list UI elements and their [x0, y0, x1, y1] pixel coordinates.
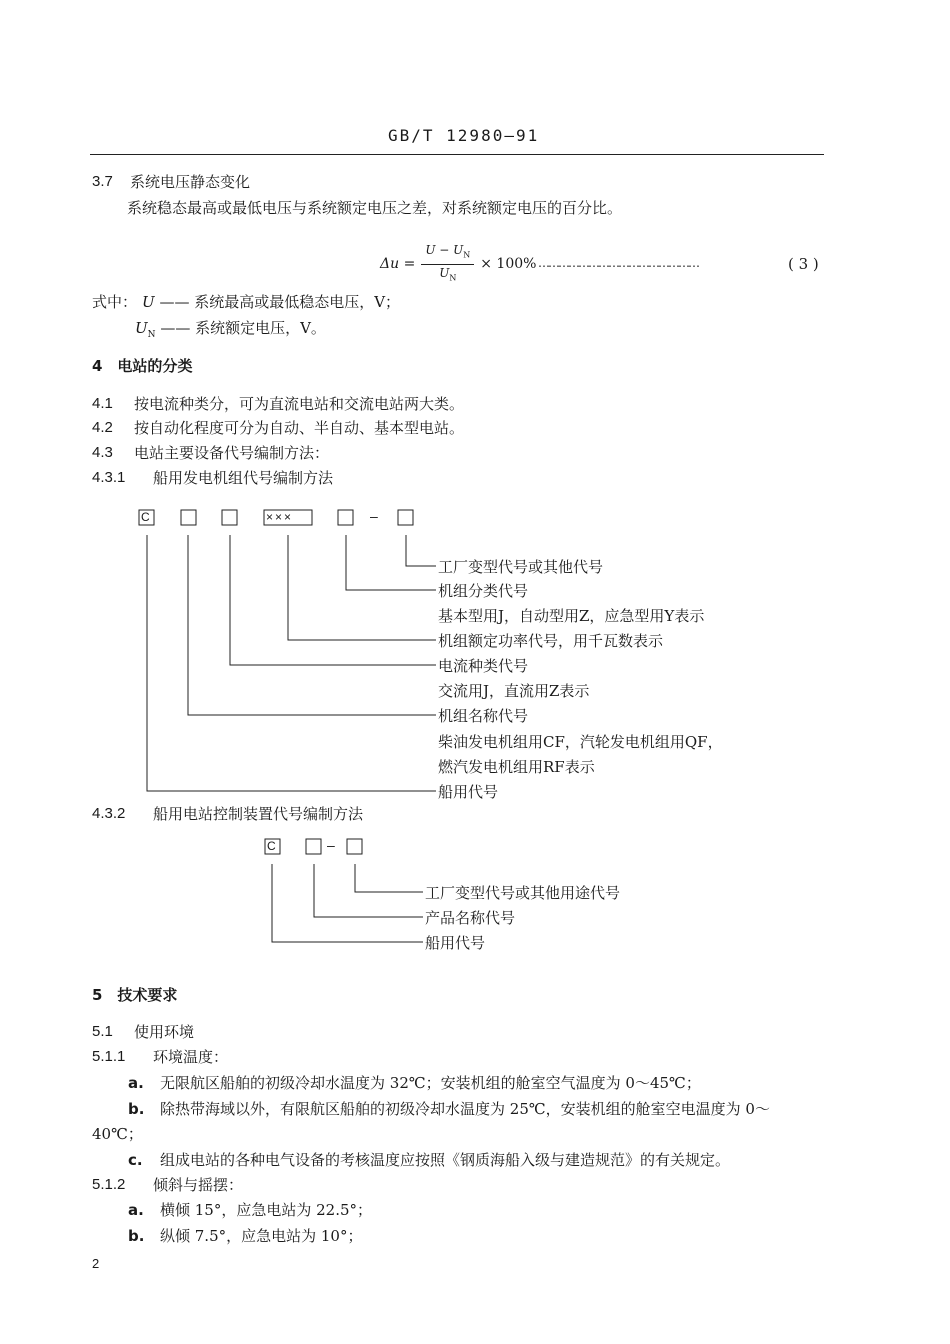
list-text: 组成电站的各种电气设备的考核温度应按照《钢质海船入级与建造规范》的有关规定。 — [160, 1151, 731, 1169]
code-dash: – — [370, 508, 378, 524]
formula-number: ( 3 ) — [788, 255, 819, 273]
list-text: 无限航区船舶的初级冷却水温度为 32℃；安装机组的舱室空气温度为 0～45℃； — [160, 1074, 701, 1092]
list-mark: c. — [128, 1151, 143, 1169]
section-3-7-number: 3.7 — [92, 173, 113, 190]
item-text: 倾斜与摇摆： — [153, 1176, 244, 1194]
list-text-continued: 40℃； — [92, 1125, 143, 1143]
leader-line — [314, 864, 423, 917]
diagram-label: 产品名称代号 — [425, 909, 516, 927]
code-box-label: C — [267, 839, 276, 853]
leader-line — [355, 864, 423, 892]
diagram-label: 基本型用J，自动型用Z，应急型用Y表示 — [438, 607, 705, 625]
leader-line — [188, 535, 436, 715]
leader-line — [288, 535, 436, 640]
diagram-label: 船用代号 — [425, 934, 486, 952]
code-box — [306, 839, 321, 854]
diagram-label: 机组额定功率代号，用千瓦数表示 — [438, 632, 664, 650]
leader-line — [147, 535, 436, 791]
item-number: 4.3 — [92, 444, 113, 461]
formula-leader: ………………………………………… — [538, 256, 698, 270]
leader-line — [272, 864, 423, 942]
diagram-label: 机组分类代号 — [438, 582, 529, 600]
item-text: 船用发电机组代号编制方法 — [153, 469, 334, 487]
item-number: 5.1.2 — [92, 1176, 126, 1193]
where-label: 式中： — [92, 293, 138, 311]
diagram-label: 电流种类代号 — [438, 657, 529, 675]
diagram-label: 柴油发电机组用CF，汽轮发电机组用QF， — [438, 733, 723, 751]
item-number: 4.1 — [92, 395, 113, 412]
item-text: 按电流种类分，可为直流电站和交流电站两大类。 — [134, 395, 465, 413]
list-mark: b. — [128, 1227, 145, 1245]
document-code: GB/T 12980—91 — [388, 126, 540, 145]
item-number: 5.1.1 — [92, 1048, 126, 1065]
item-text: 船用电站控制装置代号编制方法 — [153, 805, 364, 823]
diagram-label: 机组名称代号 — [438, 707, 529, 725]
diagram-label: 工厂变型代号或其他用途代号 — [425, 884, 621, 902]
list-text: 横倾 15°，应急电站为 22.5°； — [160, 1201, 373, 1219]
leader-line — [406, 535, 436, 566]
diagram-label: 工厂变型代号或其他代号 — [438, 558, 604, 576]
list-text: 除热带海域以外，有限航区船舶的初级冷却水温度为 25℃，安装机组的舱室空电温度为 0～ — [160, 1100, 770, 1118]
where-text: —— 系统最高或最低稳态电压，V； — [159, 293, 401, 311]
item-number: 4.3.2 — [92, 805, 126, 822]
code-box-label: ××× — [266, 510, 294, 524]
item-number: 4.2 — [92, 419, 113, 436]
item-number: 4.3.1 — [92, 469, 126, 486]
where-text: —— 系统额定电压，V。 — [160, 319, 326, 337]
page-number: 2 — [92, 1256, 100, 1271]
diagram-label: 船用代号 — [438, 783, 499, 801]
formula-rhs: × 100% — [480, 256, 537, 272]
list-mark: b. — [128, 1100, 145, 1118]
item-text: 环境温度： — [153, 1048, 229, 1066]
formula-denominator: U — [439, 265, 450, 280]
item-text: 使用环境 — [134, 1023, 195, 1041]
diagram-label: 交流用J，直流用Z表示 — [438, 682, 590, 700]
formula-lhs: Δu = — [380, 256, 416, 272]
item-text: 电站主要设备代号编制方法： — [134, 444, 330, 462]
section-3-7-title: 系统电压静态变化 — [130, 173, 251, 191]
code-box — [347, 839, 362, 854]
item-number: 5.1 — [92, 1023, 113, 1040]
section-4-heading: 4 电站的分类 — [92, 357, 193, 375]
code-dash: – — [327, 837, 335, 853]
formula-denominator-sub: N — [449, 272, 457, 282]
list-mark: a. — [128, 1201, 144, 1219]
section-3-7-body: 系统稳态最高或最低电压与系统额定电压之差，对系统额定电压的百分比。 — [127, 199, 623, 217]
code-box — [398, 510, 413, 525]
code-box — [338, 510, 353, 525]
where-symbol: U — [142, 293, 155, 311]
section-5-heading: 5 技术要求 — [92, 986, 178, 1004]
code-box — [181, 510, 196, 525]
formula-numerator: U − U — [425, 243, 464, 258]
code-box-label: C — [141, 510, 150, 524]
list-text: 纵倾 7.5°，应急电站为 10°； — [160, 1227, 363, 1245]
list-mark: a. — [128, 1074, 144, 1092]
where-symbol: U — [135, 319, 148, 337]
diagram-label: 燃汽发电机组用RF表示 — [438, 758, 595, 776]
code-box — [222, 510, 237, 525]
leader-line — [346, 535, 436, 590]
item-text: 按自动化程度可分为自动、半自动、基本型电站。 — [134, 419, 465, 437]
formula-numerator-sub: N — [463, 250, 471, 260]
where-subscript: N — [147, 330, 156, 340]
leader-line — [230, 535, 436, 665]
